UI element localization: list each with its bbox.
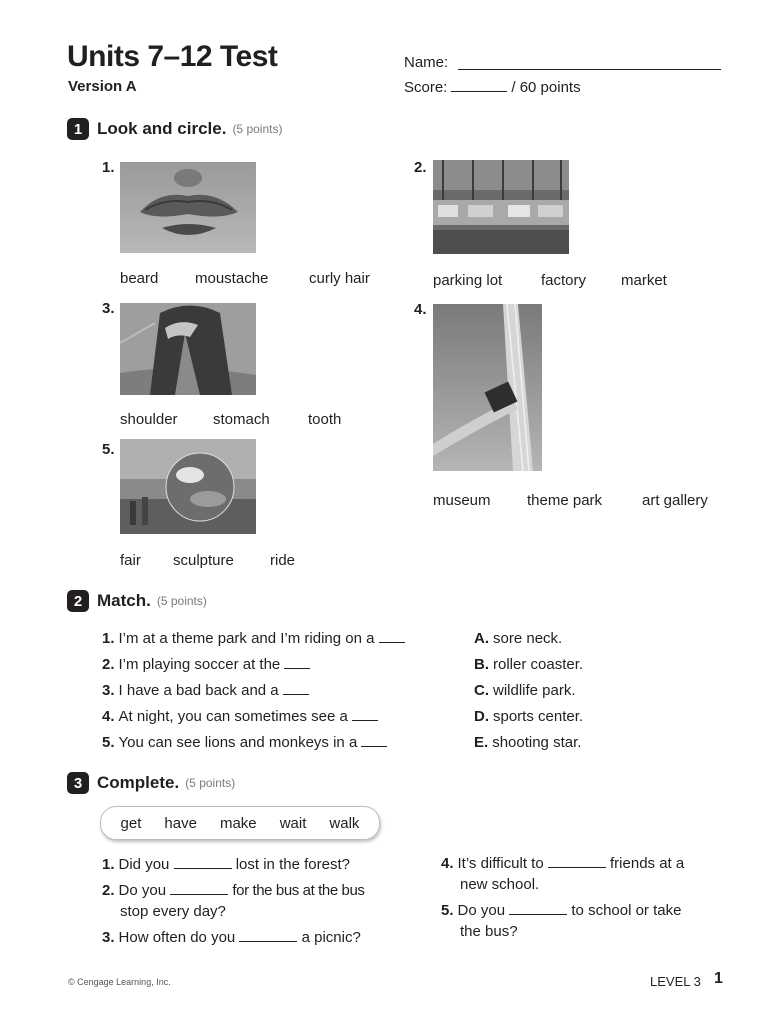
item-4-option-1[interactable]: museum: [433, 492, 491, 509]
item-3-option-3[interactable]: tooth: [308, 411, 342, 428]
match-blank-2[interactable]: [284, 659, 310, 669]
match-blank-5[interactable]: [361, 737, 387, 747]
item-3-number: 3.: [102, 300, 115, 317]
match-left-5: 5. You can see lions and monkeys in a: [102, 734, 387, 751]
match-blank-3[interactable]: [283, 685, 309, 695]
match-left-3: 3. I have a bad back and a: [102, 682, 309, 699]
item-1-number: 1.: [102, 159, 115, 176]
item-2-option-2[interactable]: factory: [541, 272, 587, 289]
match-right-c: C. wildlife park.: [474, 682, 576, 699]
section-1-title: Look and circle.: [97, 119, 227, 138]
item-5-option-2[interactable]: sculpture: [173, 552, 234, 569]
complete-blank-4[interactable]: [548, 858, 606, 868]
word-bank-item: wait: [279, 814, 307, 832]
section-3-badge: 3: [67, 772, 89, 794]
match-right-e: E. shooting star.: [474, 734, 582, 751]
match-right-b: B. roller coaster.: [474, 656, 584, 673]
item-5-option-1[interactable]: fair: [120, 552, 141, 569]
sculpture-photo: [120, 439, 256, 534]
market-photo: [433, 160, 569, 254]
item-2-option-3[interactable]: market: [621, 272, 667, 289]
item-5-option-3[interactable]: ride: [270, 552, 296, 569]
page-title: Units 7–12 Test: [67, 40, 278, 73]
item-4-number: 4.: [414, 301, 427, 318]
word-bank: [100, 806, 380, 840]
match-right-a: A. sore neck.: [474, 630, 563, 647]
word-bank-item: get: [120, 814, 142, 832]
complete-item-4-line2: new school.: [460, 876, 540, 893]
score-suffix: / 60 points: [511, 79, 581, 96]
match-blank-4[interactable]: [352, 711, 378, 721]
item-4-option-2[interactable]: theme park: [527, 492, 603, 509]
section-1-points: (5 points): [232, 122, 283, 136]
name-field[interactable]: [458, 69, 721, 70]
item-3-option-1[interactable]: shoulder: [120, 411, 178, 428]
complete-item-2-line2: stop every day?: [120, 903, 226, 920]
item-4-option-3[interactable]: art gallery: [642, 492, 708, 509]
match-left-1: 1. I’m at a theme park and I’m riding on a: [102, 630, 405, 647]
match-blank-1[interactable]: [379, 633, 405, 643]
name-label: Name:: [404, 54, 449, 71]
match-right-d: D. sports center.: [474, 708, 584, 725]
item-3-option-2[interactable]: stomach: [213, 411, 270, 428]
word-bank-item: make: [219, 814, 257, 832]
item-1-option-2[interactable]: moustache: [195, 270, 269, 287]
complete-item-5: 5. Do you to school or take: [441, 902, 682, 919]
copyright-notice: © Cengage Learning, Inc.: [68, 977, 171, 987]
section-2-badge: 2: [67, 590, 89, 612]
score-line: [404, 79, 581, 96]
moustache-photo: [120, 162, 256, 253]
level-label: LEVEL 3: [650, 974, 701, 989]
complete-item-3: 3. How often do you a picnic?: [102, 929, 361, 946]
section-2-title: Match.: [97, 591, 151, 610]
word-bank-item: have: [164, 814, 197, 832]
shoulder-photo: [120, 303, 256, 395]
complete-blank-5[interactable]: [509, 905, 567, 915]
version-label: Version A: [68, 78, 137, 95]
section-3-heading: [67, 772, 235, 794]
complete-item-1: 1. Did you lost in the forest?: [102, 856, 350, 873]
complete-item-4: 4. It’s difficult to friends at a: [441, 855, 685, 872]
page-number: 1: [714, 970, 723, 987]
section-3-points: (5 points): [185, 776, 236, 790]
item-5-number: 5.: [102, 441, 115, 458]
roller-coaster-photo: [433, 304, 542, 471]
section-1-badge: 1: [67, 118, 89, 140]
section-2-points: (5 points): [156, 594, 207, 608]
section-3-title: Complete.: [97, 773, 180, 792]
item-1-option-3[interactable]: curly hair: [309, 270, 370, 287]
section-1-heading: [67, 118, 282, 140]
score-field[interactable]: [451, 80, 507, 92]
match-left-2: 2. I’m playing soccer at the: [102, 656, 310, 673]
item-2-number: 2.: [414, 159, 427, 176]
match-left-4: 4. At night, you can sometimes see a: [102, 708, 378, 725]
item-2-option-1[interactable]: parking lot: [433, 272, 503, 289]
item-1-option-1[interactable]: beard: [120, 270, 159, 287]
complete-blank-3[interactable]: [239, 932, 297, 942]
complete-item-5-line2: the bus?: [460, 923, 518, 940]
complete-blank-1[interactable]: [174, 859, 232, 869]
score-label: Score:: [404, 79, 448, 96]
section-2-heading: [67, 590, 207, 612]
complete-item-2: 2. Do you for the bus at the bus: [102, 882, 365, 899]
complete-blank-2[interactable]: [170, 885, 228, 895]
word-bank-item: walk: [329, 814, 360, 832]
